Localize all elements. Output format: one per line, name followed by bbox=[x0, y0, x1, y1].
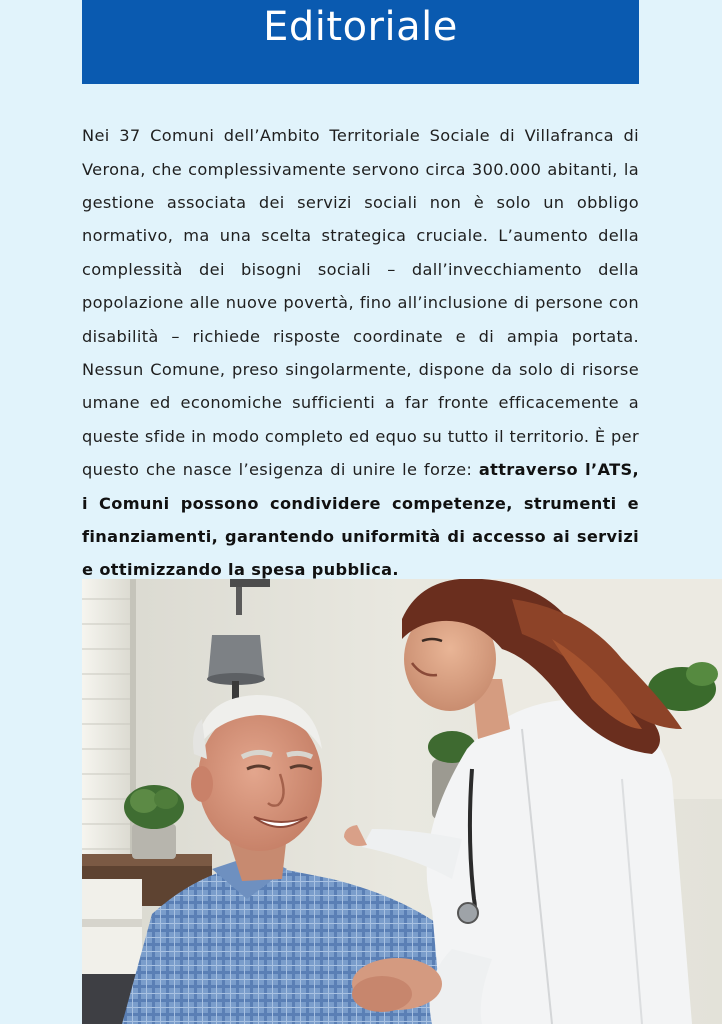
editorial-photo bbox=[82, 579, 722, 1024]
page-title: Editoriale bbox=[263, 3, 458, 50]
editorial-highlight: attraverso l’ATS, i Comuni possono condividere competenze, strumenti e finanziamenti, garantendo uniformità di accesso ai servizi e ottimizzando la spesa pubblica. bbox=[82, 460, 640, 580]
editorial-paragraph bbox=[82, 119, 639, 587]
editorial-text: Nei 37 Comuni dell’Ambito Territoriale Sociale di Villafranca di Verona, che complessivamente servono circa 300.000 abitanti, la gestione associata dei servizi sociali non è solo un obbligo normativo, ma una scelta strategica cruciale. L’aumento della complessità dei bisogni sociali – dall’invecchiamento della popolazione alle nuove povertà, fino all’inclusione di persone con disabilità – richiede risposte coordinate e di ampia portata. Nessun Comune, preso singolarmente, dispone da solo di risorse umane ed economiche sufficienti a far fronte efficacemente a queste sfide in modo completo ed equo su tutto il territorio. È per questo che nasce l’esigenza di unire le forze: bbox=[82, 126, 639, 480]
header-band bbox=[82, 0, 639, 84]
